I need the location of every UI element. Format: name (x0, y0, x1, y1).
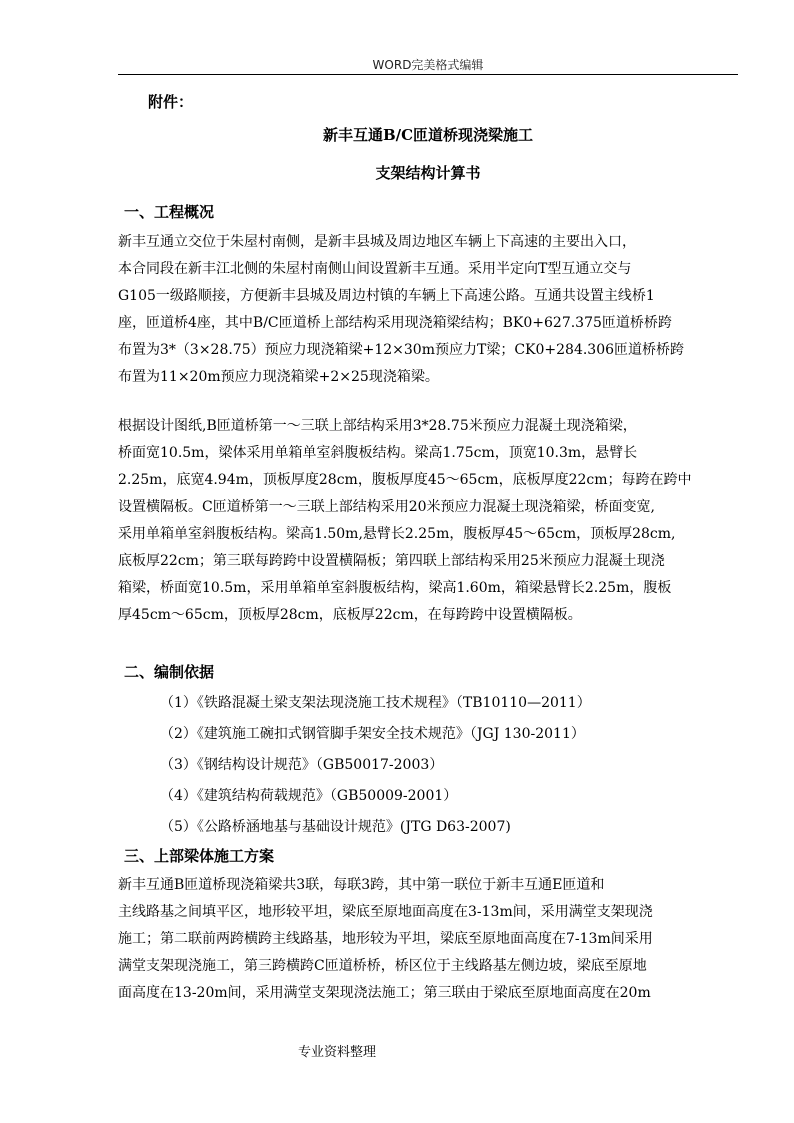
section-heading-overview: 一、工程概况 (124, 203, 215, 221)
reference-item: （3）《钢结构设计规范》（GB50017-2003） (160, 757, 444, 773)
text-line: 本合同段在新丰江北侧的朱屋村南侧山间设置新丰互通。采用半定向T型互通立交与 (118, 261, 632, 277)
text-line: 采用单箱单室斜腹板结构。梁高1.50m,悬臂长2.25m，腹板厚45～65cm，顶板厚28cm, (118, 526, 676, 542)
section-heading-construction-plan: 三、上部梁体施工方案 (124, 847, 275, 865)
reference-item: （4）《建筑结构荷载规范》（GB50009-2001） (160, 788, 458, 804)
attachment-label: 附件： (148, 93, 194, 111)
page-header: WORD完美格式编辑 (372, 58, 484, 72)
header-divider (118, 74, 738, 75)
reference-item: （1）《铁路混凝土梁支架法现浇施工技术规程》（TB10110—2011） (160, 695, 591, 711)
text-line: 桥面宽10.5m，梁体采用单箱单室斜腹板结构。梁高1.75cm，顶宽10.3m，悬臂长 (118, 445, 638, 461)
construction-plan-paragraph (118, 872, 738, 1007)
text-line: 施工；第二联前两跨横跨主线路基，地形较为平坦，梁底至原地面高度在7-13m间采用 (118, 931, 653, 947)
text-line: 底板厚22cm；第三联每跨跨中设置横隔板；第四联上部结构采用25米预应力混凝土现浇 (118, 553, 665, 569)
document-title-line2: 支架结构计算书 (375, 164, 481, 182)
text-line: 主线路基之间填平区，地形较平坦，梁底至原地面高度在3-13m间，采用满堂支架现浇 (118, 904, 653, 920)
section-heading-basis: 二、编制依据 (124, 663, 215, 681)
document-title-line1: 新丰互通B/C匝道桥现浇梁施工 (322, 126, 534, 144)
text-line: 满堂支架现浇施工，第三跨横跨C匝道桥桥，桥区位于主线路基左侧边坡，梁底至原地 (118, 958, 647, 974)
overview-paragraph-2 (118, 413, 738, 629)
overview-paragraph-1 (118, 229, 738, 391)
page-footer: 专业资料整理 (298, 1045, 377, 1060)
text-line: 厚45cm～65cm，顶板厚28cm，底板厚22cm，在每跨跨中设置横隔板。 (118, 607, 582, 623)
reference-item: （2）《建筑施工碗扣式钢管脚手架安全技术规范》（JGJ 130-2011） (160, 726, 585, 742)
text-line: 新丰互通B匝道桥现浇箱梁共3联，每联3跨，其中第一联位于新丰互通E匝道和 (118, 877, 605, 893)
text-line: 根据设计图纸,B匝道桥第一～三联上部结构采用3*28.75米预应力混凝土现浇箱梁， (118, 418, 637, 434)
text-line: G105一级路顺接，方便新丰县城及周边村镇的车辆上下高速公路。互通共设置主线桥1 (118, 288, 655, 304)
text-line: 新丰互通立交位于朱屋村南侧，是新丰县城及周边地区车辆上下高速的主要出入口， (118, 234, 636, 250)
text-line: 设置横隔板。C匝道桥第一～三联上部结构采用20米预应力混凝土现浇箱梁，桥面变宽, (118, 499, 655, 515)
text-line: 面高度在13-20m间，采用满堂支架现浇法施工；第三联由于梁底至原地面高度在20m (118, 985, 651, 1001)
text-line: 布置为3*（3×28.75）预应力现浇箱梁+12×30m预应力T梁；CK0+284.306匝道桥桥跨 (118, 342, 685, 358)
text-line: 布置为11×20m预应力现浇箱梁+2×25现浇箱梁。 (118, 369, 439, 385)
text-line: 箱梁，桥面宽10.5m，采用单箱单室斜腹板结构，梁高1.60m，箱梁悬臂长2.25m，腹板 (118, 580, 672, 596)
text-line: 座，匝道桥4座，其中B/C匝道桥上部结构采用现浇箱梁结构；BK0+627.375匝道桥桥跨 (118, 315, 672, 331)
reference-item: （5）《公路桥涵地基与基础设计规范》(JTG D63-2007) (160, 819, 511, 835)
text-line: 2.25m，底宽4.94m，顶板厚度28cm，腹板厚度45～65cm，底板厚度22cm；每跨在跨中 (118, 472, 692, 488)
